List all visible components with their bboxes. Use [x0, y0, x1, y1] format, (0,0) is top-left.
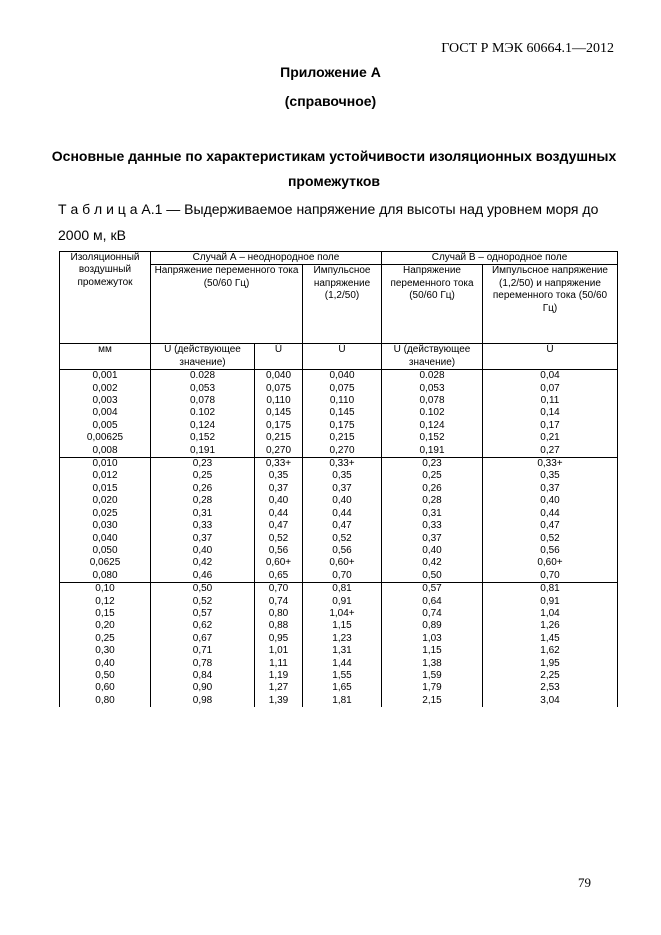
table-cell: 0,44 [483, 508, 618, 520]
table-cell: 0,175 [255, 420, 303, 432]
table-cell: 0,60+ [483, 557, 618, 569]
unit-a-u-peak: Û [255, 344, 303, 370]
appendix-subtitle: (справочное) [284, 93, 377, 109]
table-cell: 0,37 [303, 483, 382, 495]
table-cell: 0,33+ [303, 458, 382, 471]
table-cell: 1,38 [382, 658, 483, 670]
table-cell: 0,030 [60, 520, 151, 532]
table-row [60, 495, 618, 507]
table-row [60, 370, 618, 383]
table-cell: 0,35 [255, 470, 303, 482]
table-cell: 0,33+ [483, 458, 618, 471]
table-cell: 0,70 [255, 583, 303, 596]
table-cell: 0,020 [60, 495, 151, 507]
table-cell: 1,39 [255, 695, 303, 707]
table-cell: 1,15 [303, 620, 382, 632]
table-cell: 1,55 [303, 670, 382, 682]
table-cell: 0,040 [255, 370, 303, 383]
table-cell: 0,25 [382, 470, 483, 482]
table-row [60, 520, 618, 532]
table-cell: 0,40 [255, 495, 303, 507]
header-a-impulse-voltage: Импульсное напряжение (1,2/50) [303, 265, 382, 344]
table-row [60, 508, 618, 520]
table-cell: 1,59 [382, 670, 483, 682]
table-cell: 0,040 [60, 533, 151, 545]
table-row [60, 483, 618, 495]
table-cell: 0,67 [151, 633, 255, 645]
unit-mm: мм [60, 344, 151, 370]
table-cell: 0,80 [60, 695, 151, 707]
section-title: Основные данные по характеристикам устойчивости изоляционных воздушных промежутков [51, 148, 617, 189]
table-cell: 1,01 [255, 645, 303, 657]
table-cell: 0,12 [60, 596, 151, 608]
table-cell: 0,91 [303, 596, 382, 608]
table-cell: 0,215 [255, 432, 303, 444]
table-cell: 3,04 [483, 695, 618, 707]
table-cell: 0,010 [60, 458, 151, 471]
table-cell: 0,0625 [60, 557, 151, 569]
table-cell: 0,152 [151, 432, 255, 444]
table-cell: 1,31 [303, 645, 382, 657]
unit-b-u-rms: U (действующее значение) [382, 344, 483, 370]
table-cell: 0,47 [255, 520, 303, 532]
table-row [60, 596, 618, 608]
table-cell: 0,40 [483, 495, 618, 507]
table-cell: 0,52 [303, 533, 382, 545]
table-cell: 0,50 [60, 670, 151, 682]
table-cell: 0,78 [151, 658, 255, 670]
table-cell: 0,28 [151, 495, 255, 507]
table-cell: 0,37 [151, 533, 255, 545]
table-cell: 0,84 [151, 670, 255, 682]
table-cell: 0,95 [255, 633, 303, 645]
table-cell: 0,270 [303, 445, 382, 458]
table-cell: 0,47 [483, 520, 618, 532]
table-cell: 0,47 [303, 520, 382, 532]
table-cell: 1,04+ [303, 608, 382, 620]
table-cell: 1,81 [303, 695, 382, 707]
table-cell: 0,002 [60, 383, 151, 395]
table-cell: 1,95 [483, 658, 618, 670]
table-cell: 2,53 [483, 682, 618, 694]
table-cell: 0,00625 [60, 432, 151, 444]
table-row [60, 445, 618, 458]
table-cell: 0,56 [255, 545, 303, 557]
table-cell: 0,001 [60, 370, 151, 383]
header-clearance: Изоляционный воздушный промежуток [60, 252, 151, 344]
header-a-ac-voltage: Напряжение переменного тока (50/60 Гц) [151, 265, 303, 344]
table-cell: 0,080 [60, 570, 151, 583]
withstand-voltage-table [59, 251, 618, 707]
table-cell: 0,28 [382, 495, 483, 507]
table-row [60, 407, 618, 419]
page-number: 79 [578, 875, 591, 890]
table-cell: 0,110 [255, 395, 303, 407]
table-row [60, 670, 618, 682]
table-cell: 0,60+ [303, 557, 382, 569]
table-cell: 0,44 [255, 508, 303, 520]
table-cell: 0,40 [303, 495, 382, 507]
header-b-impulse-voltage: Импульсное напряжение (1,2/50) и напряжение переменного тока (50/60 Гц) [483, 265, 618, 344]
header-b-ac-voltage: Напряжение переменного тока (50/60 Гц) [382, 265, 483, 344]
table-cell: 0,025 [60, 508, 151, 520]
table-cell: 0,23 [382, 458, 483, 471]
table-row [60, 395, 618, 407]
table-cell: 1,44 [303, 658, 382, 670]
table-cell: 0,31 [382, 508, 483, 520]
table-cell: 0,88 [255, 620, 303, 632]
table-cell: 2,25 [483, 670, 618, 682]
table-cell: 0,40 [151, 545, 255, 557]
header-case-b: Случай В – однородное поле [382, 252, 618, 265]
table-row [60, 533, 618, 545]
table-cell: 0,37 [382, 533, 483, 545]
table-cell: 0,60+ [255, 557, 303, 569]
table-cell: 0,50 [151, 583, 255, 596]
table-cell: 0,33 [382, 520, 483, 532]
table-cell: 0,98 [151, 695, 255, 707]
table-cell: 0,70 [303, 570, 382, 583]
unit-a-impulse-peak: Û [303, 344, 382, 370]
table-cell: 0.102 [151, 407, 255, 419]
table-cell: 1,65 [303, 682, 382, 694]
table-cell: 0,152 [382, 432, 483, 444]
table-cell: 0,26 [382, 483, 483, 495]
table-cell: 0,52 [483, 533, 618, 545]
table-cell: 0,35 [303, 470, 382, 482]
table-cell: 0,11 [483, 395, 618, 407]
table-cell: 0,14 [483, 407, 618, 419]
table-cell: 0,64 [382, 596, 483, 608]
table-cell: 0,17 [483, 420, 618, 432]
table-cell: 0,145 [255, 407, 303, 419]
table-row [60, 545, 618, 557]
table-cell: 0,008 [60, 445, 151, 458]
table-cell: 1,23 [303, 633, 382, 645]
table-cell: 0,71 [151, 645, 255, 657]
table-cell: 0,62 [151, 620, 255, 632]
table-cell: 0,40 [60, 658, 151, 670]
table-cell: 0,70 [483, 570, 618, 583]
table-cell: 0,56 [303, 545, 382, 557]
table-cell: 0,74 [382, 608, 483, 620]
table-cell: 0,57 [151, 608, 255, 620]
table-row [60, 458, 618, 471]
table-cell: 0,31 [151, 508, 255, 520]
table-cell: 0,191 [151, 445, 255, 458]
table-cell: 0,191 [382, 445, 483, 458]
table-cell: 1,27 [255, 682, 303, 694]
table-cell: 2,15 [382, 695, 483, 707]
table-row [60, 583, 618, 596]
table-cell: 0,053 [151, 383, 255, 395]
appendix-title: Приложение A [280, 64, 381, 80]
table-cell: 0,26 [151, 483, 255, 495]
table-cell: 0,07 [483, 383, 618, 395]
table-cell: 0,15 [60, 608, 151, 620]
table-cell: 0,124 [151, 420, 255, 432]
table-cell: 0,42 [151, 557, 255, 569]
table-cell: 0,33+ [255, 458, 303, 471]
table-cell: 0,91 [483, 596, 618, 608]
table-cell: 1,04 [483, 608, 618, 620]
table-row [60, 383, 618, 395]
table-cell: 0,075 [255, 383, 303, 395]
table-cell: 0.028 [151, 370, 255, 383]
table-row [60, 557, 618, 569]
table-cell: 0,21 [483, 432, 618, 444]
table-row [60, 633, 618, 645]
table-row [60, 645, 618, 657]
document-code: ГОСТ Р МЭК 60664.1—2012 [441, 41, 614, 56]
table-cell: 0,81 [483, 583, 618, 596]
table-cell: 0,10 [60, 583, 151, 596]
table-cell: 0,078 [382, 395, 483, 407]
table-row [60, 470, 618, 482]
table-cell: 0,015 [60, 483, 151, 495]
table-cell: 0,23 [151, 458, 255, 471]
table-cell: 0,81 [303, 583, 382, 596]
table-cell: 0,65 [255, 570, 303, 583]
table-row [60, 695, 618, 707]
table-cell: 1,11 [255, 658, 303, 670]
table-cell: 1,79 [382, 682, 483, 694]
table-cell: 1,19 [255, 670, 303, 682]
table-cell: 0,74 [255, 596, 303, 608]
table-cell: 0,012 [60, 470, 151, 482]
table-cell: 0,37 [255, 483, 303, 495]
table-cell: 0,56 [483, 545, 618, 557]
table-cell: 0,040 [303, 370, 382, 383]
table-row [60, 420, 618, 432]
table-cell: 0,005 [60, 420, 151, 432]
table-cell: 0.028 [382, 370, 483, 383]
table-cell: 0,27 [483, 445, 618, 458]
table-row [60, 570, 618, 583]
table-cell: 1,03 [382, 633, 483, 645]
table-cell: 0,80 [255, 608, 303, 620]
table-cell: 1,45 [483, 633, 618, 645]
table-cell: 0,050 [60, 545, 151, 557]
table-row [60, 658, 618, 670]
table-cell: 0,46 [151, 570, 255, 583]
table-row [60, 682, 618, 694]
table-cell: 0,52 [151, 596, 255, 608]
table-cell: 0.102 [382, 407, 483, 419]
table-cell: 0,04 [483, 370, 618, 383]
table-row [60, 608, 618, 620]
table-cell: 0,25 [60, 633, 151, 645]
table-cell: 0,30 [60, 645, 151, 657]
table-cell: 0,40 [382, 545, 483, 557]
table-cell: 0,270 [255, 445, 303, 458]
table-cell: 0,110 [303, 395, 382, 407]
unit-b-peak: Û [483, 344, 618, 370]
table-cell: 0,52 [255, 533, 303, 545]
unit-a-u-rms: U (действующее значение) [151, 344, 255, 370]
table-cell: 0,004 [60, 407, 151, 419]
table-cell: 0,89 [382, 620, 483, 632]
table-cell: 0,57 [382, 583, 483, 596]
table-cell: 1,15 [382, 645, 483, 657]
table-caption: Т а б л и ц а А.1 — Выдерживаемое напряжение для высоты над уровнем моря до 2000 м, кВ [58, 201, 599, 243]
table-row [60, 432, 618, 444]
table-cell: 0,42 [382, 557, 483, 569]
table-cell: 0,60 [60, 682, 151, 694]
table-cell: 0,90 [151, 682, 255, 694]
table-cell: 0,37 [483, 483, 618, 495]
table-cell: 0,215 [303, 432, 382, 444]
table-row [60, 620, 618, 632]
table-cell: 0,35 [483, 470, 618, 482]
table-cell: 0,145 [303, 407, 382, 419]
table-cell: 1,62 [483, 645, 618, 657]
table-cell: 0,33 [151, 520, 255, 532]
table-cell: 1,26 [483, 620, 618, 632]
table-cell: 0,075 [303, 383, 382, 395]
table-cell: 0,124 [382, 420, 483, 432]
table-cell: 0,44 [303, 508, 382, 520]
table-cell: 0,175 [303, 420, 382, 432]
table-cell: 0,078 [151, 395, 255, 407]
table-cell: 0,053 [382, 383, 483, 395]
header-case-a: Случай А – неоднородное поле [151, 252, 382, 265]
table-cell: 0,50 [382, 570, 483, 583]
table-cell: 0,20 [60, 620, 151, 632]
table-cell: 0,003 [60, 395, 151, 407]
table-cell: 0,25 [151, 470, 255, 482]
